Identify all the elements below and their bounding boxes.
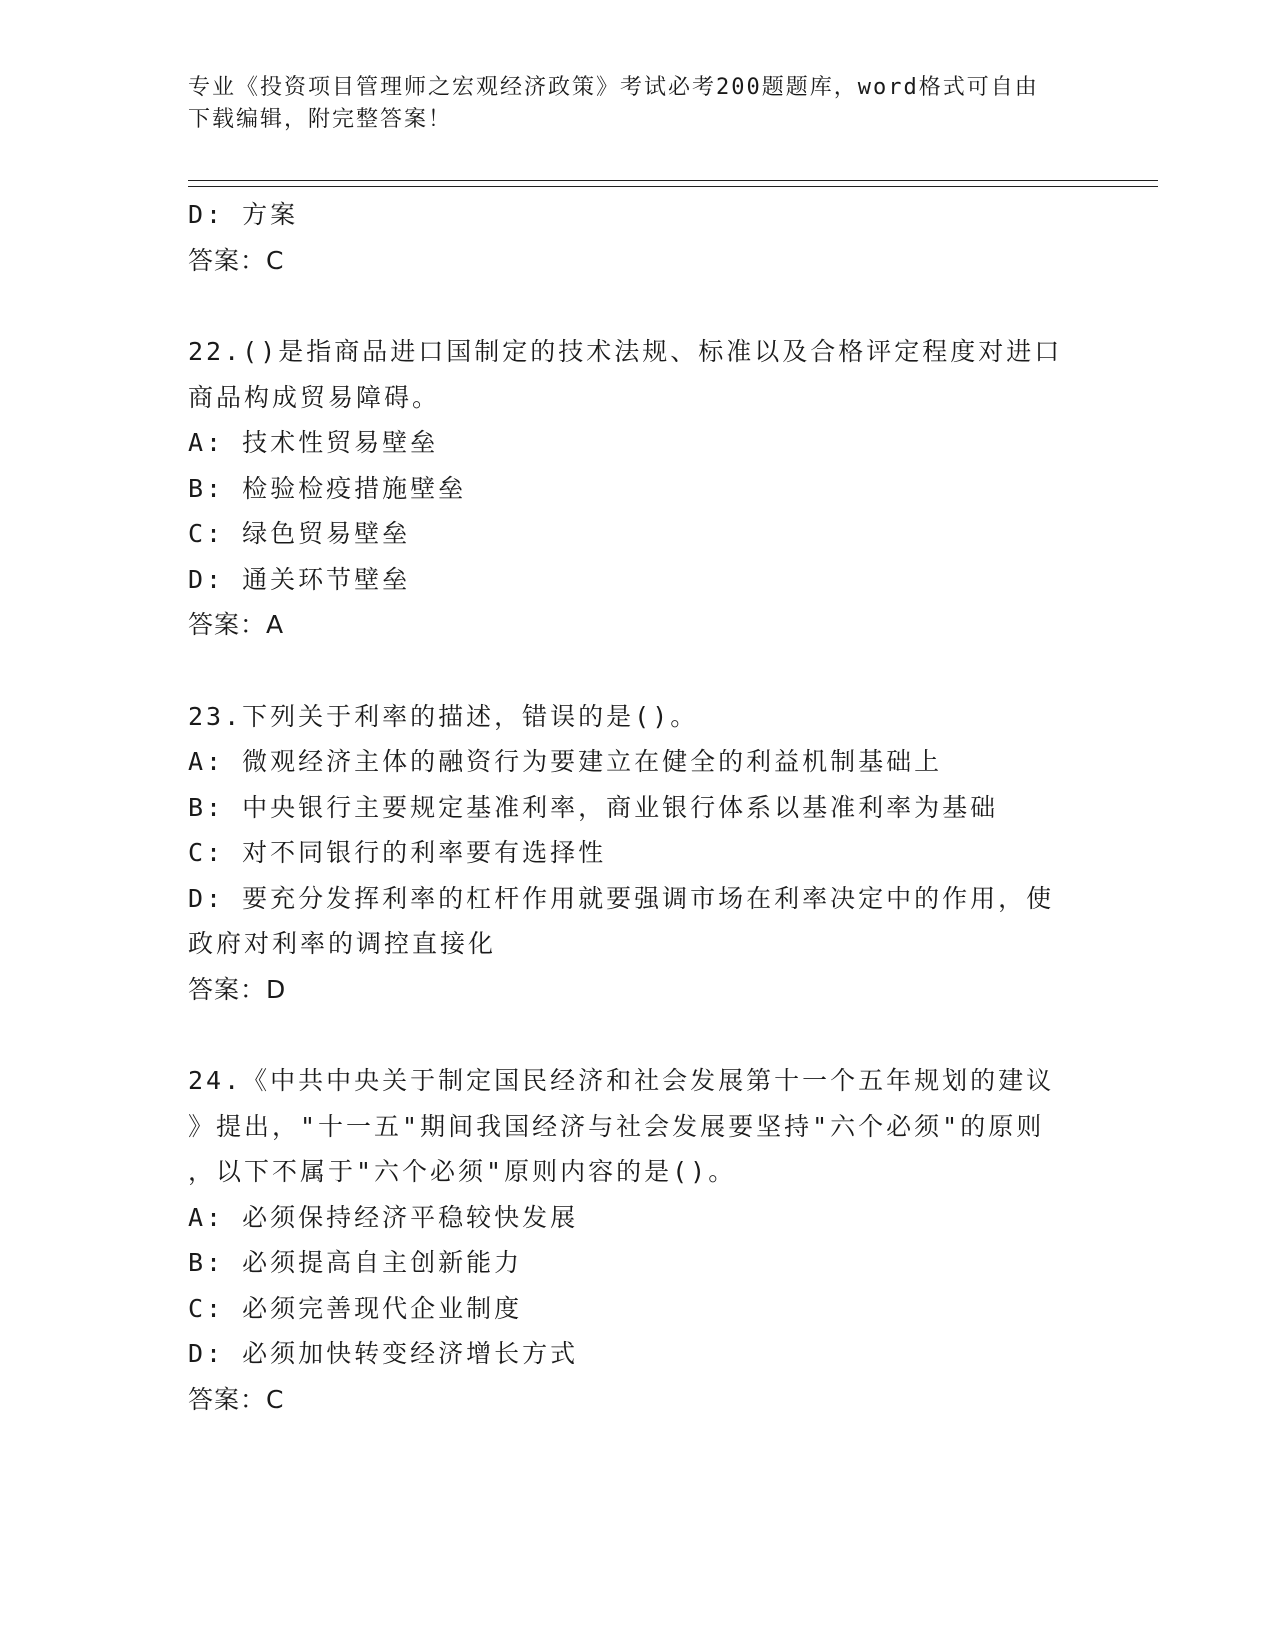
answer-line: 答案：C [188, 1384, 285, 1414]
option-d: D: 通关环节壁垒 [188, 564, 411, 594]
option-d: D: 方案 [188, 200, 299, 229]
question-block-22 [188, 329, 1088, 648]
question-block-prev [188, 192, 1088, 283]
option-c: C: 绿色贸易壁垒 [188, 519, 411, 548]
question-block-23 [188, 694, 1088, 1013]
question-stem-continued: 》提出，"十一五"期间我国经济与社会发展要坚持"六个必须"的原则 [188, 1111, 1045, 1141]
answer-line: 答案：A [188, 610, 285, 639]
option-d: D: 要充分发挥利率的杠杆作用就要强调市场在利率决定中的作用，使 [188, 883, 1055, 913]
question-stem: 23.下列关于利率的描述，错误的是()。 [188, 701, 699, 731]
question-block-24 [188, 1058, 1088, 1422]
header-divider-top [188, 180, 1158, 181]
header-line-1: 专业《投资项目管理师之宏观经济政策》考试必考200题题库，word格式可自由 [188, 75, 1039, 100]
question-stem: 22.()是指商品进口国制定的技术法规、标准以及合格评定程度对进口 [188, 337, 1063, 366]
option-a: A: 技术性贸易壁垒 [188, 428, 439, 457]
question-stem-continued: ，以下不属于"六个必须"原则内容的是()。 [188, 1157, 737, 1186]
option-d: D: 必须加快转变经济增长方式 [188, 1339, 579, 1368]
option-b: B: 必须提高自主创新能力 [188, 1248, 523, 1277]
question-stem-continued: 商品构成贸易障碍。 [188, 382, 441, 412]
option-a: A: 必须保持经济平稳较快发展 [188, 1202, 579, 1232]
question-list [188, 192, 1088, 1422]
spacer [188, 283, 1088, 329]
question-stem: 24.《中共中央关于制定国民经济和社会发展第十一个五年规划的建议 [188, 1066, 1055, 1095]
option-c: C: 必须完善现代企业制度 [188, 1293, 523, 1323]
option-c: C: 对不同银行的利率要有选择性 [188, 838, 607, 867]
spacer [188, 648, 1088, 694]
answer-line: 答案：C [188, 245, 285, 275]
option-b: B: 中央银行主要规定基准利率，商业银行体系以基准利率为基础 [188, 792, 999, 822]
option-a: A: 微观经济主体的融资行为要建立在健全的利益机制基础上 [188, 747, 943, 776]
option-b: B: 检验检疫措施壁垒 [188, 473, 467, 503]
answer-line: 答案：D [188, 974, 287, 1004]
header-divider-bottom [188, 186, 1158, 187]
spacer [188, 1012, 1088, 1058]
header-line-2: 下载编辑，附完整答案！ [188, 107, 453, 132]
document-header [188, 72, 1088, 136]
option-d-continued: 政府对利率的调控直接化 [188, 929, 497, 958]
